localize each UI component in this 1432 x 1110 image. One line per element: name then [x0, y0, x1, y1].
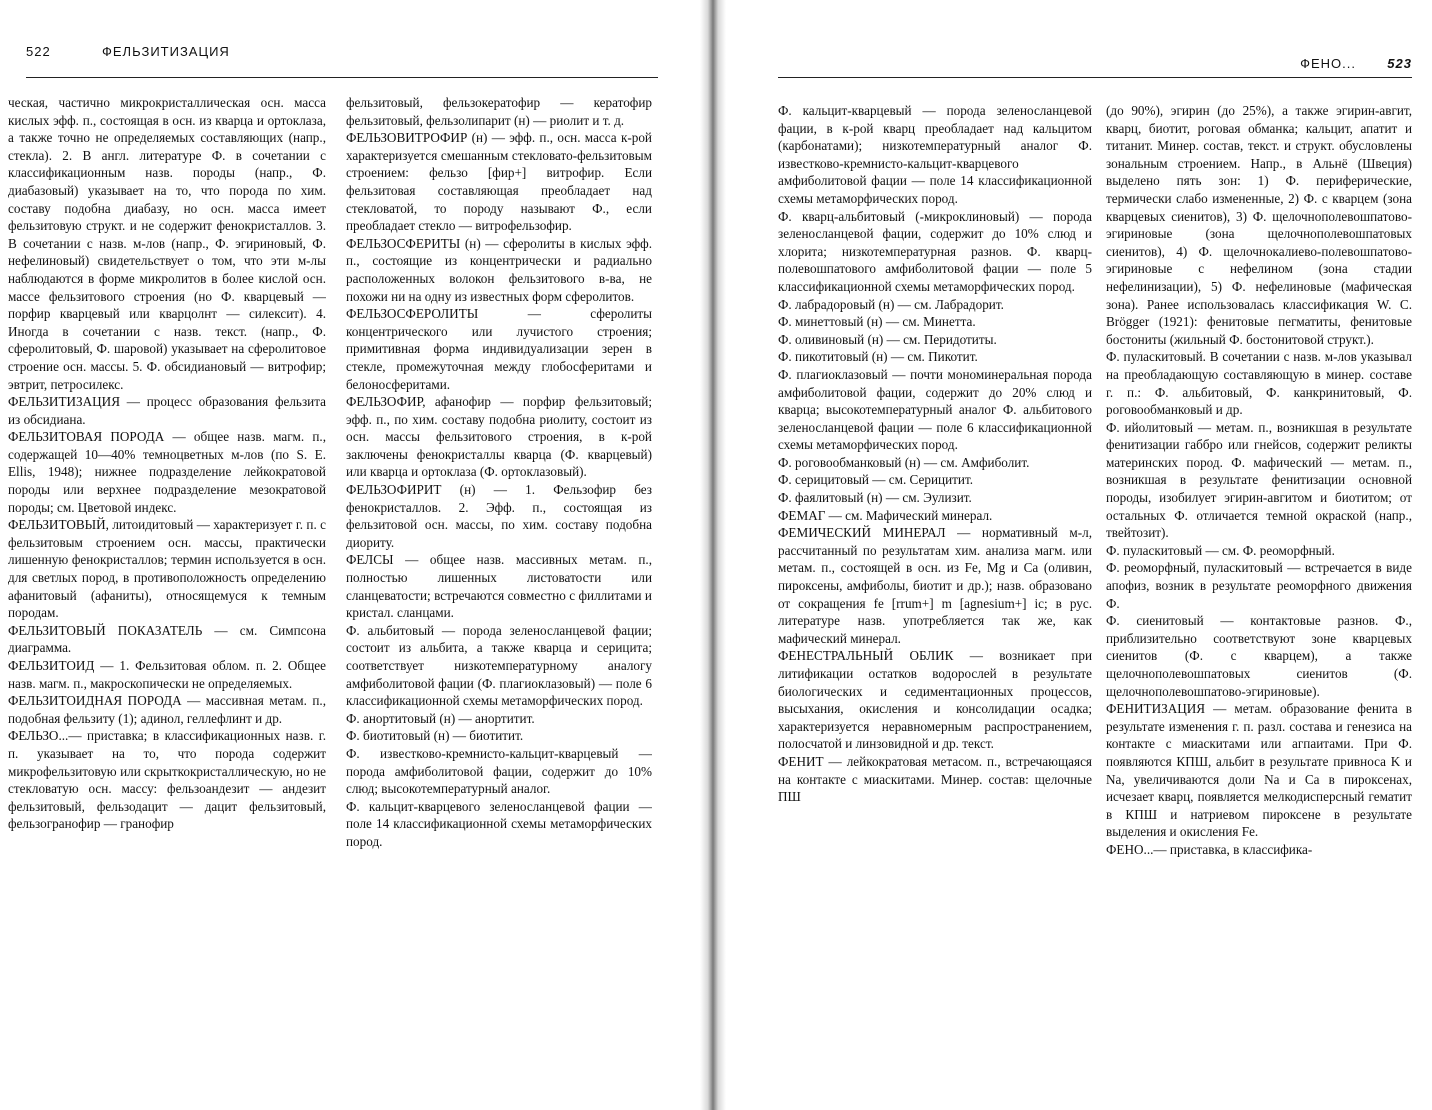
right-column-2: [1106, 102, 1412, 1102]
page-number: 523: [1387, 56, 1412, 71]
entry-paragraph: ФЕЛЬЗОСФЕРОЛИТЫ — сферолиты концентрического или лучистого строения; примитивная форма индивидуализации зерен в стекле, промежуточная между глобосферитами и белоносферитами.: [346, 306, 652, 392]
running-title: ФЕНО...: [1300, 56, 1356, 71]
entry-paragraph: Ф. роговообманковый (н) — см. Амфиболит.: [778, 454, 1030, 470]
entry-paragraph: ческая, частично микрокристаллическая осн. масса кислых эфф. п., состоящая в осн. из кварца и ортоклаза, а также точно не определяемых составляющих (напр., стекла). 2. В англ. литературе Ф. в сочетании с классификационным назв. породы (напр., Ф. диабазовый) указывает на то, что порода по хим. составу подобна диабазу, но осн. масса имеет фельзитовую структ. и не содержит фенокристаллов. 3. В сочетании с назв. м-лов (напр., Ф. эгириновый, Ф. нефелиновый) свидетельствует о том, что эти м-лы наблюдаются в форме микролитов в более кислой осн. массе фельзитового строения (но Ф. кварцевый — порфир кварцевый или кварцолнт — силексит). 4. Иногда в сочетании с назв. текст. (напр., Ф. сферолитовый, Ф. шаровой) указывает на сферолитовое строение осн. массы. 5. Ф. обсидиановый — витрофир; эвтрит, петросилекс.: [8, 95, 326, 392]
entry-paragraph: ФЕЛЬЗИТОВЫЙ ПОКАЗАТЕЛЬ — см. Симпсона диаграмма.: [8, 622, 326, 656]
entry-paragraph: Ф. пикотитовый (н) — см. Пикотит.: [778, 349, 978, 365]
entry-paragraph: ФЕЛЬЗИТИЗАЦИЯ — процесс образования фельзита из обсидиана.: [8, 394, 326, 427]
entry-paragraph: ФЕНИТ — лейкократовая метасом. п., встречающаяся на контакте с миаскитами. Минер. состав: щелочные ПШ: [778, 753, 1092, 805]
running-title: ФЕЛЬЗИТИЗАЦИЯ: [102, 44, 230, 59]
entry-paragraph: Ф. оливиновый (н) — см. Перидотиты.: [778, 331, 997, 347]
entry-paragraph: Ф. минеттовый (н) — см. Минетта.: [778, 314, 976, 330]
entry-paragraph: Ф. лабрадоровый (н) — см. Лабрадорит.: [778, 296, 1004, 312]
entry-paragraph: ФЕЛЬЗОФИР, афанофир — порфир фельзитовый; эфф. п., по хим. составу подобна риолиту, состоит из осн. массы фельзитового строения, в к-рой заключены фенокристаллы кварца (Ф. кварцевый) или кварца и ортоклаза (Ф. ортоклазовый).: [346, 394, 652, 480]
entry-paragraph: ФЕЛЬЗОСФЕРИТЫ (н) — сферолиты в кислых эфф. п., состоящие из концентрически и радиально расположенных волокон фельзитового в-ва, не похожи ни на одну из известных форм сферолитов.: [346, 235, 652, 304]
right-page: [722, 0, 1432, 1110]
header-rule: [26, 77, 658, 78]
entry-paragraph: ФЕМИЧЕСКИЙ МИНЕРАЛ — нормативный м-л, рассчитанный по результатам хим. анализа магм. или метам. п., состоящей в осн. из Fe, Mg и Ca (оливин, пироксены, амфиболы, биотит и др.); назв. образовано от сокращения fe [rrum+] m [agnesium+] ic; в рус. литературе назв. употребляется так же, как мафический минерал.: [778, 525, 1092, 646]
entry-paragraph: ФЕМАГ — см. Мафический минерал.: [778, 507, 993, 523]
entry-paragraph: ФЕЛЬЗИТОИДНАЯ ПОРОДА — массивная метам. п., подобная фельзиту (1); адинол, геллефлинт и др.: [8, 693, 326, 726]
entry-paragraph: ФЕЛСЫ — общее назв. массивных метам. п., полностью лишенных листоватости или сланцеватости; встречаются совместно с филлитами и кристал. сланцами.: [346, 552, 652, 621]
entry-paragraph: ФЕНИТИЗАЦИЯ — метам. образование фенита в результате изменения г. п. разл. состава и генезиса на контакте с миаскитами или агпаитами. При Ф. появляются КПШ, альбит в результате привноса K и Na, увеличиваются доли Na и Ca в пироксенах, исчезает кварц, появляется мелкодисперсный гематит в КПШ и натриевом пироксене в результате выделения и окисления Fe.: [1106, 701, 1412, 840]
entry-paragraph: фельзитовый, фельзокератофир — кератофир фельзитовый, фельзолипарит (н) — риолит и т. д.: [346, 95, 652, 128]
entry-paragraph: ФЕНО...— приставка, в классифика-: [1106, 841, 1313, 857]
right-column-1: [778, 102, 1092, 1102]
entry-paragraph: Ф. серицитовый — см. Серицитит.: [778, 472, 974, 488]
entry-paragraph: Ф. пуласкитовый — см. Ф. реоморфный.: [1106, 542, 1335, 558]
entry-paragraph: Ф. кварц-альбитовый (-микроклиновый) — порода зеленосланцевой фации, содержит до 10% слюд и хлорита; низкотемпературная разнов. Ф. кварц-полевошпатового амфиболитовой фации — поле 5 классификационной схемы метаморфических пород.: [778, 208, 1092, 294]
entry-paragraph: ФЕЛЬЗОФИРИТ (н) — 1. Фельзофир без фенокристаллов. 2. Эфф. п., состоящая из фельзитовой осн. массы, по хим. составу подобна диориту.: [346, 482, 652, 550]
entry-paragraph: (до 90%), эгирин (до 25%), а также эгирин-авгит, кварц, биотит, роговая обманка; кальцит, апатит и титанит. Минер. состав, текст. и структ. обусловлены зональным строением. Напр., в Альнё (Швеция) выделено пять зон: 1) Ф. периферические, термически слабо измененные, 2) Ф. с кварцем (зона кварцевых сиенитов), 3) Ф. щелочнополевошпатово-эгириновые (зона щелочнополевошпатовых сиенитов), 4) Ф. щелочнокалиево-полевошпатово-эгириновые с нефелином (зона стадии нефелинизации), 5) Ф. нефелиновые (мафическая зона). Ранее использовалась классификация W. C. Brögger (1921): фенитовые пегматиты, фенитовые бостониты (жильный Ф. бостонитовой структ.).: [1106, 103, 1412, 347]
entry-paragraph: ФЕЛЬЗОВИТРОФИР (н) — эфф. п., осн. масса к-рой характеризуется смешанным стекловато-фельзитовым строением: фельзо [фир+] витрофир. Если фельзитовая составляющая преобладает над стекловатой, то породу называют Ф., если преобладает стекло — витрофельзофир.: [346, 130, 652, 234]
entry-paragraph: Ф. кальцит-кварцевый — порода зеленосланцевой фации, в к-рой кварц преобладает над кальцитом (карбонатами); низкотемпературный аналог Ф. известково-кремнисто-кальцит-кварцевого амфиболитовой фации — поле 14 классификационной схемы метаморфических пород.: [778, 103, 1092, 206]
entry-paragraph: Ф. пуласкитовый. В сочетании с назв. м-лов указывал на преобладающую составляющую в минер. составе г. п.: Ф. альбитовый, Ф. канкринитовый, Ф. роговообманковый и др.: [1106, 349, 1412, 418]
entry-paragraph: ФЕЛЬЗИТОВАЯ ПОРОДА — общее назв. магм. п., содержащей 10—40% темноцветных м-лов (по S. E. Ellis, 1948); нижнее подразделение лейкократовой породы или верхнее подразделение мезократовой породы; см. Цветовой индекс.: [8, 429, 326, 515]
header-rule: [778, 77, 1412, 78]
entry-paragraph: Ф. альбитовый — порода зеленосланцевой фации; состоит из альбита, а также кварца и серицита; соответствует низкотемпературному аналогу амфиболитовой фации (Ф. плагиоклазовый) — поле 6 классификационной схемы метаморфических пород.: [346, 622, 652, 709]
left-running-head: [26, 40, 658, 70]
entry-paragraph: Ф. фаялитовый (н) — см. Эулизит.: [778, 490, 972, 506]
entry-paragraph: Ф. реоморфный, пуласкитовый — встречается в виде апофиз, возник в результате реоморфного движения Ф.: [1106, 560, 1412, 611]
entry-paragraph: ФЕЛЬЗО...— приставка; в классификационных назв. г. п. указывает на то, что порода содержит микрофельзитовую или скрыткокристаллическую, но не стекловатую осн. массу: фельзоандезит — андезит фельзитовый, фельзодацит — дацит фельзитовый, фельзогранофир — гранофир: [8, 728, 326, 832]
entry-paragraph: ФЕНЕСТРАЛЬНЫЙ ОБЛИК — возникает при литификации остатков водорослей в результате биологических и седиментационных процессов, высыхания, окисления и консолидации осадка; характеризуется неравномерным распространением, полосчатой и линзовидной и др. текст.: [778, 648, 1092, 752]
left-column-2: [346, 94, 652, 1094]
right-running-head: [778, 40, 1412, 70]
entry-paragraph: ФЕЛЬЗИТОИД — 1. Фельзитовая облом. п. 2. Общее назв. магм. п., макроскопически не определяемых.: [8, 658, 326, 691]
entry-paragraph: Ф. известково-кремнисто-кальцит-кварцевый — порода амфиболитовой фации, содержит до 10% слюд; высокотемпературный аналог.: [346, 745, 652, 797]
left-column-1: [8, 94, 326, 1094]
entry-paragraph: Ф. анортитовый (н) — анортитит.: [346, 710, 535, 726]
entry-paragraph: Ф. ийолитовый — метам. п., возникшая в результате фенитизации габбро или гнейсов, содержит реликты материнских пород. Ф. мафический — метам. п., возникшая в результате фенитизации основной породы, изобилует эгирин-авгитом и биотитом; от остальных Ф. отличается темной окраской (напр., твейтозит).: [1106, 419, 1412, 541]
entry-paragraph: Ф. сиенитовый — контактовые разнов. Ф., приблизительно соответствуют зоне кварцевых сиенитов (Ф. с кварцем), а также щелочнополевошпатовых сиенитов (Ф. щелочнополевошпатово-эгириновые).: [1106, 613, 1412, 699]
page-number: 522: [26, 44, 51, 59]
entry-paragraph: Ф. биотитовый (н) — биотитит.: [346, 728, 524, 744]
left-page: [0, 0, 706, 1110]
entry-paragraph: ФЕЛЬЗИТОВЫЙ, литоидитовый — характеризует г. п. с фельзитовым строением осн. массы, практически лишенную фенокристаллов; термин используется в осн. для светлых пород, в противоположность определению афанитовый (афаниты), относящемуся к темным породам.: [8, 517, 326, 621]
entry-paragraph: Ф. кальцит-кварцевого зеленосланцевой фации — поле 14 классификационной схемы метаморфических пород.: [346, 798, 652, 849]
entry-paragraph: Ф. плагиоклазовый — почти мономинеральная порода амфиболитовой фации, содержит до 20% слюд и кварца; высокотемпературный аналог Ф. альбитового зеленосланцевой фации — поле 6 классификационной схемы метаморфических пород.: [778, 366, 1092, 453]
